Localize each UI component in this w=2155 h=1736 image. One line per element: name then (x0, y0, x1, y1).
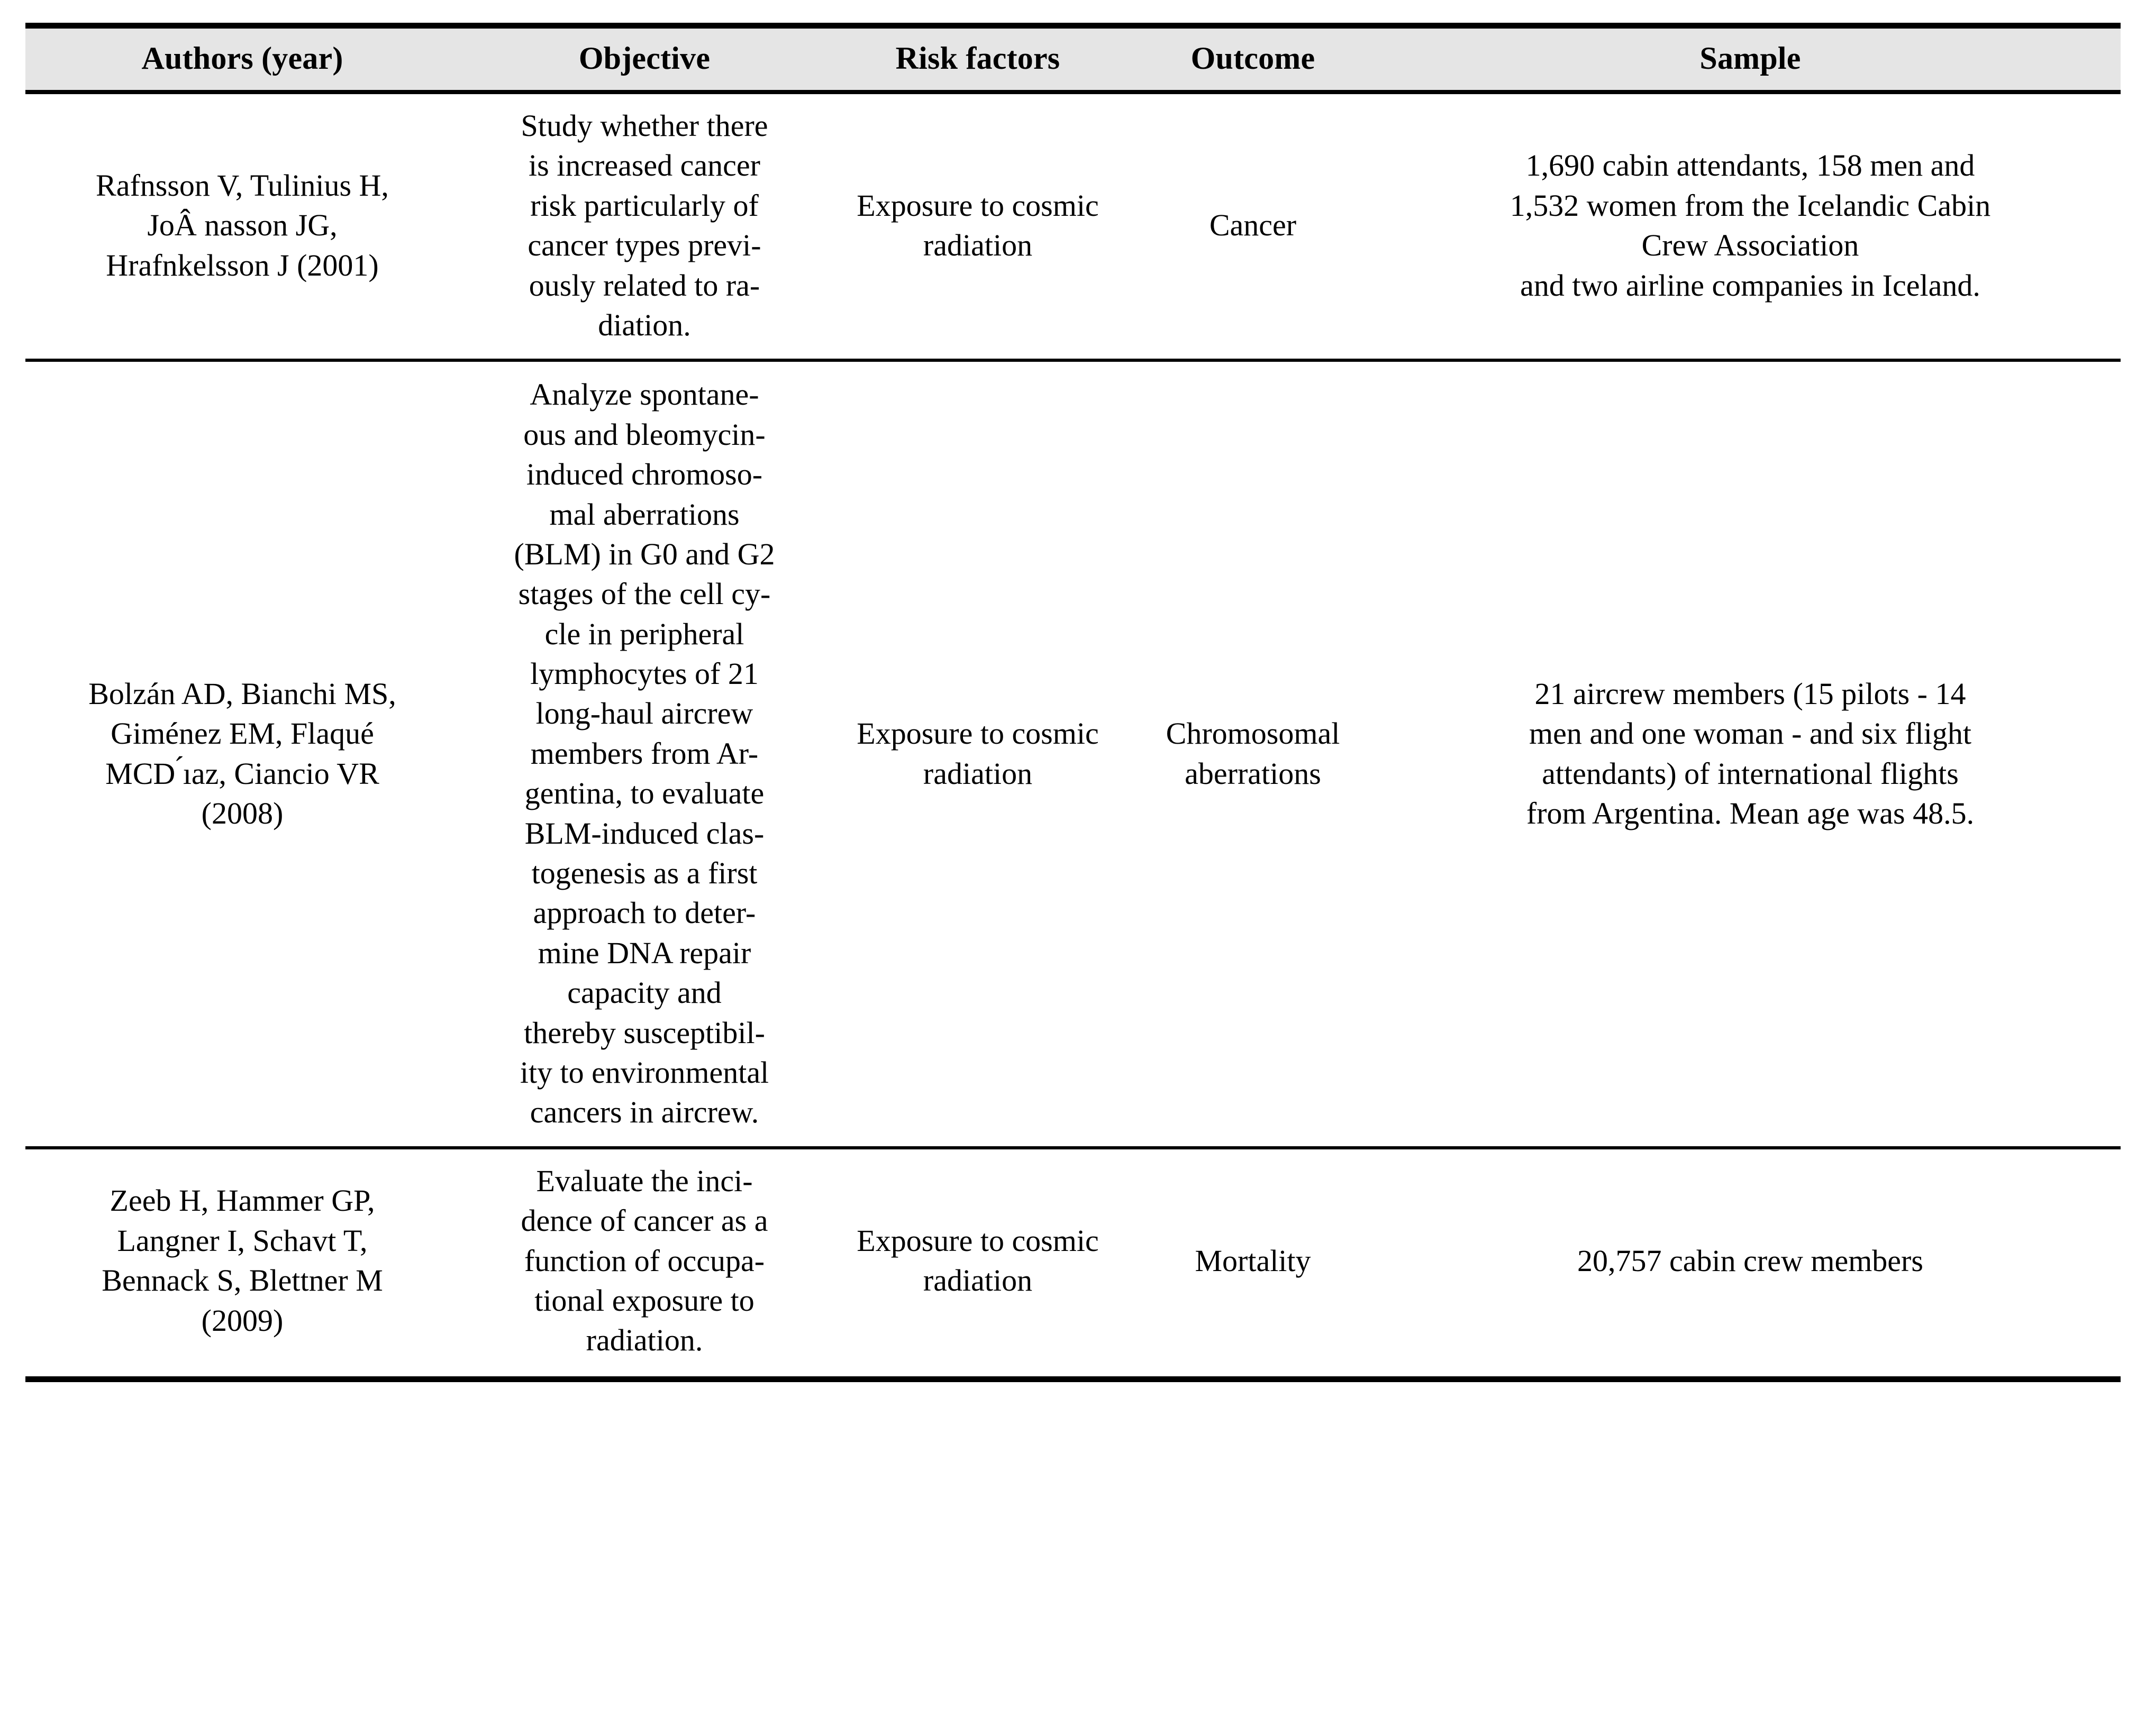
table-row (25, 360, 2121, 1147)
cell-text-line: tional exposure to (534, 1283, 754, 1318)
cell-outcome (1126, 1148, 1380, 1379)
cell-text-line: 1,690 cabin attendants, 158 men and (1525, 148, 1975, 183)
cell-text-line: function of occupa- (524, 1243, 765, 1278)
cell-sample (1380, 1148, 2121, 1379)
cell-text-line: approach to deter- (533, 896, 756, 930)
cell-text-line: ous and bleomycin- (523, 417, 766, 452)
studies-summary-table (25, 23, 2121, 1382)
cell-text-line: Analyze spontane- (530, 377, 759, 412)
cell-text-line: mal aberrations (549, 497, 740, 532)
cell-text-line: thereby susceptibil- (524, 1015, 765, 1050)
cell-text-line: Exposure to cosmic (857, 716, 1099, 751)
cell-text-line: capacity and (567, 975, 722, 1010)
cell-text-line: attendants) of international flights (1542, 756, 1959, 791)
cell-text-line: Bolzán AD, Bianchi MS, (88, 676, 396, 711)
cell-text-line: aberrations (1185, 756, 1321, 791)
table-row (25, 92, 2121, 360)
table-header-row (25, 26, 2121, 93)
cell-text-line: Study whether there (521, 108, 768, 143)
cell-text-line: cancer types previ- (528, 228, 761, 263)
cell-text-line: Mortality (1195, 1243, 1311, 1278)
cell-text-line: members from Ar- (530, 736, 759, 771)
cell-text-line: radiation (923, 228, 1033, 263)
cell-text-line: stages of the cell cy- (518, 577, 771, 611)
cell-text-line: (2009) (201, 1303, 284, 1338)
cell-text-line: MCD ́ıaz, Ciancio VR (105, 756, 379, 791)
column-header-risk: Risk factors (830, 26, 1126, 93)
cell-sample (1380, 360, 2121, 1147)
table-row (25, 1148, 2121, 1379)
cell-text-line: 20,757 cabin crew members (1577, 1243, 1923, 1278)
cell-text-line: diation. (598, 307, 691, 342)
cell-text-line: cle in peripheral (544, 616, 744, 651)
cell-text-line: Exposure to cosmic (857, 1223, 1099, 1258)
cell-text-line: JoÂ nasson JG, (147, 208, 338, 243)
column-header-sample: Sample (1380, 26, 2121, 93)
cell-text-line: is increased cancer (529, 148, 760, 183)
cell-text-line: mine DNA repair (538, 935, 751, 970)
cell-text-line: from Argentina. Mean age was 48.5. (1526, 796, 1975, 830)
cell-text-line: cancers in aircrew. (530, 1095, 759, 1130)
cell-objective (459, 360, 830, 1147)
cell-outcome (1126, 360, 1380, 1147)
cell-objective (459, 1148, 830, 1379)
cell-text-line: lymphocytes of 21 (530, 656, 759, 691)
cell-text-line: Langner I, Schavt T, (117, 1223, 368, 1258)
cell-risk-factors (830, 360, 1126, 1147)
cell-authors (25, 360, 459, 1147)
cell-text-line: and two airline companies in Iceland. (1520, 268, 1980, 303)
column-header-authors: Authors (year) (25, 26, 459, 93)
cell-text-line: dence of cancer as a (521, 1203, 768, 1238)
cell-text-line: men and one woman - and six flight (1529, 716, 1971, 751)
cell-text-line: (BLM) in G0 and G2 (514, 536, 775, 571)
cell-text-line: long-haul aircrew (535, 696, 753, 731)
column-header-objective: Objective (459, 26, 830, 93)
cell-text-line: risk particularly of (530, 188, 759, 223)
cell-text-line: gentina, to evaluate (524, 776, 765, 811)
cell-authors (25, 1148, 459, 1379)
cell-text-line: Zeeb H, Hammer GP, (110, 1183, 375, 1218)
cell-text-line: Chromosomal (1166, 716, 1340, 751)
cell-text-line: Bennack S, Blettner M (102, 1263, 383, 1298)
cell-text-line: togenesis as a first (531, 856, 758, 891)
cell-text-line: BLM-induced clas- (524, 816, 765, 851)
cell-text-line: Evaluate the inci- (536, 1163, 753, 1198)
cell-text-line: radiation (923, 756, 1033, 791)
cell-sample (1380, 92, 2121, 360)
cell-text-line: Giménez EM, Flaqué (111, 716, 374, 751)
cell-text-line: ity to environmental (520, 1055, 769, 1090)
table-header (25, 26, 2121, 93)
cell-text-line: induced chromoso- (526, 457, 763, 492)
cell-text-line: 1,532 women from the Icelandic Cabin (1510, 188, 1991, 223)
cell-text-line: 21 aircrew members (15 pilots - 14 (1534, 676, 1966, 711)
cell-risk-factors (830, 1148, 1126, 1379)
cell-text-line: radiation. (586, 1323, 703, 1358)
table-body (25, 92, 2121, 1379)
cell-text-line: (2008) (201, 796, 284, 830)
column-header-outcome: Outcome (1126, 26, 1380, 93)
cell-authors (25, 92, 459, 360)
cell-text-line: Rafnsson V, Tulinius H, (96, 168, 389, 203)
cell-text-line: ously related to ra- (529, 268, 760, 303)
cell-text-line: Crew Association (1641, 228, 1859, 263)
cell-text-line: Cancer (1209, 208, 1297, 243)
cell-text-line: Hrafnkelsson J (2001) (106, 248, 379, 282)
cell-risk-factors (830, 92, 1126, 360)
cell-outcome (1126, 92, 1380, 360)
cell-text-line: radiation (923, 1263, 1033, 1298)
cell-objective (459, 92, 830, 360)
cell-text-line: Exposure to cosmic (857, 188, 1099, 223)
